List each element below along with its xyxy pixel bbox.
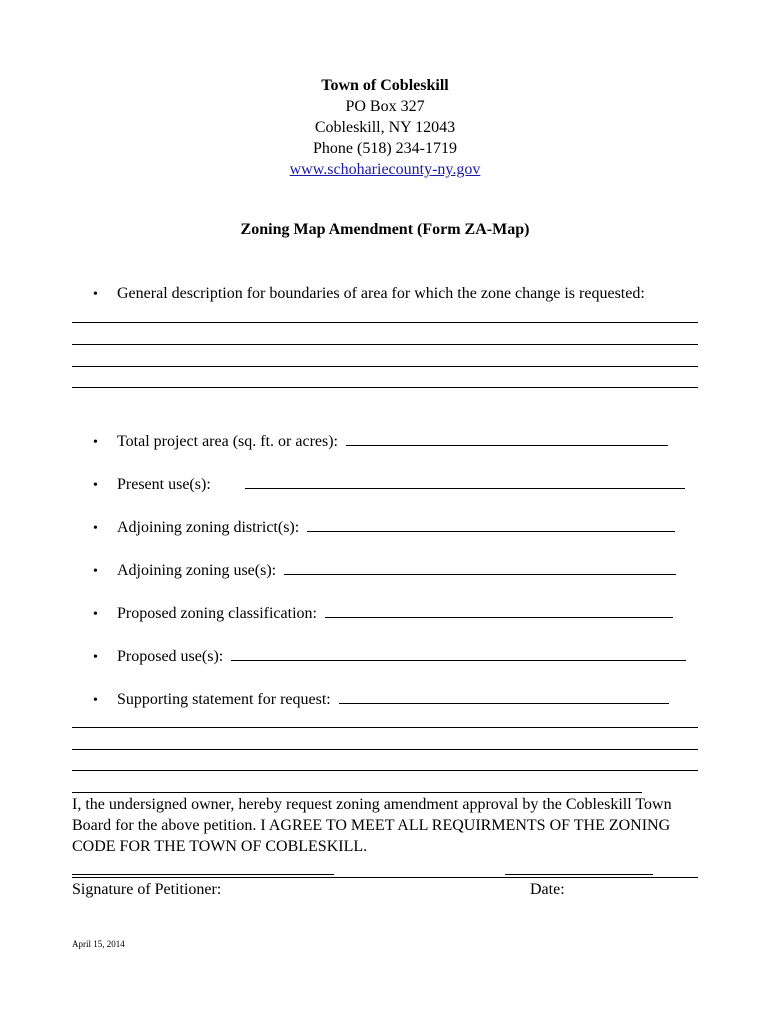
signature-label: Signature of Petitioner: bbox=[72, 881, 222, 898]
form-title: Zoning Map Amendment (Form ZA-Map) bbox=[240, 221, 530, 238]
revision-date: April 15, 2014 bbox=[72, 939, 125, 949]
certification-statement: I, the undersigned owner, hereby request zoning amendment approval by the Cobleskill Town Board for the above petition. I AGREE TO MEET ALL REQUIRMENTS OF THE ZONING CODE FOR THE TOWN OF COBLESKILL. bbox=[72, 796, 672, 855]
field-adjoining-district bbox=[93, 518, 675, 537]
adjoining-use-input[interactable] bbox=[284, 561, 676, 575]
proposed-classification-input[interactable] bbox=[325, 604, 673, 618]
supporting-input-line-4[interactable] bbox=[72, 792, 642, 793]
field-present-use bbox=[93, 475, 685, 494]
signature-input[interactable] bbox=[72, 874, 334, 875]
adjoining-district-input[interactable] bbox=[307, 518, 675, 532]
field-label: Total project area (sq. ft. or acres): bbox=[117, 433, 338, 450]
field-adjoining-use bbox=[93, 561, 676, 580]
field-proposed-use bbox=[93, 647, 686, 666]
present-use-input[interactable] bbox=[245, 475, 685, 489]
field-label: Present use(s): bbox=[117, 476, 211, 493]
bullet-icon: • bbox=[93, 435, 98, 450]
total-area-input[interactable] bbox=[346, 432, 668, 446]
field-proposed-classification bbox=[93, 604, 673, 623]
bullet-icon: • bbox=[93, 650, 98, 665]
date-input[interactable] bbox=[505, 874, 653, 875]
field-total-area bbox=[93, 432, 668, 451]
field-label: General description for boundaries of area for which the zone change is requested: bbox=[117, 285, 645, 302]
bullet-icon: • bbox=[93, 521, 98, 536]
boundary-input-line-3[interactable] bbox=[72, 366, 698, 367]
letterhead bbox=[0, 75, 770, 180]
supporting-input-line-3[interactable] bbox=[72, 770, 698, 771]
signature-rule bbox=[72, 877, 698, 878]
org-name: Town of Cobleskill bbox=[321, 77, 449, 94]
supporting-input-line-2[interactable] bbox=[72, 749, 698, 750]
date-label: Date: bbox=[530, 881, 565, 898]
field-label: Adjoining zoning district(s): bbox=[117, 519, 300, 536]
bullet-icon: • bbox=[93, 287, 98, 302]
field-label: Proposed use(s): bbox=[117, 648, 224, 665]
field-label: Supporting statement for request: bbox=[117, 691, 331, 708]
field-supporting-statement bbox=[93, 690, 669, 709]
supporting-input-line-1[interactable] bbox=[72, 727, 698, 728]
bullet-icon: • bbox=[93, 478, 98, 493]
proposed-use-input[interactable] bbox=[231, 647, 686, 661]
boundary-input-line-1[interactable] bbox=[72, 322, 698, 323]
bullet-icon: • bbox=[93, 693, 98, 708]
boundary-input-line-4[interactable] bbox=[72, 387, 698, 388]
city-state-zip: Cobleskill, NY 12043 bbox=[314, 119, 456, 136]
boundary-input-line-2[interactable] bbox=[72, 344, 698, 345]
field-label: Adjoining zoning use(s): bbox=[117, 562, 277, 579]
po-box: PO Box 327 bbox=[345, 98, 425, 115]
field-boundary-description bbox=[93, 285, 645, 303]
phone: Phone (518) 234-1719 bbox=[313, 140, 457, 157]
bullet-icon: • bbox=[93, 564, 98, 579]
website-link[interactable]: www.schohariecounty-ny.gov bbox=[289, 161, 481, 178]
field-label: Proposed zoning classification: bbox=[117, 605, 317, 622]
supporting-statement-input[interactable] bbox=[339, 690, 669, 704]
bullet-icon: • bbox=[93, 607, 98, 622]
